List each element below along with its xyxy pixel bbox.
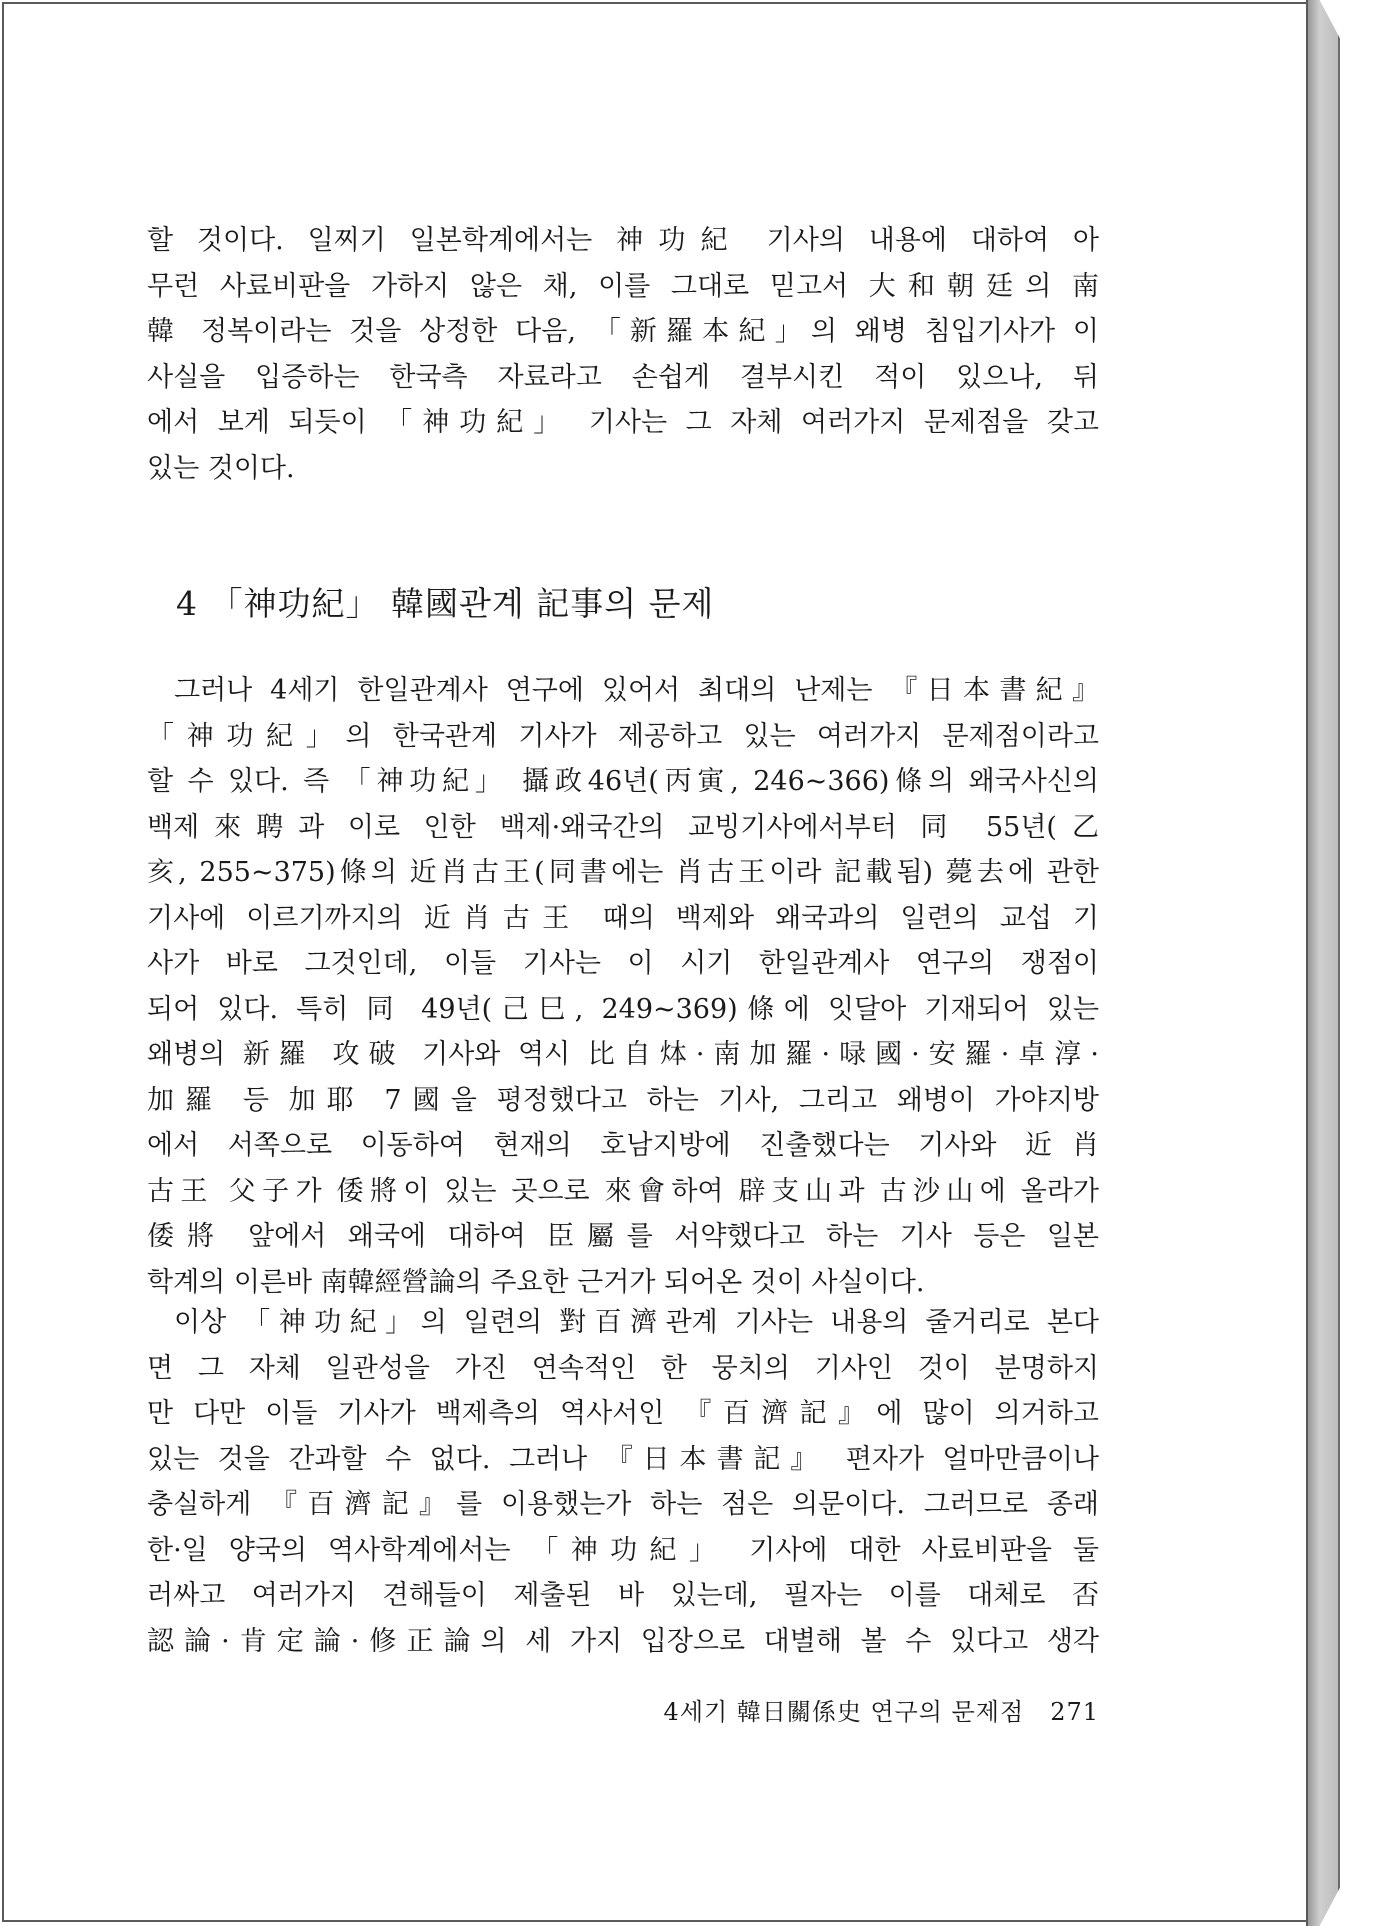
text-line: 충실하게 『百濟記』를 이용했는가 하는 점은 의문이다. 그러므로 종래 [147, 1489, 1099, 1520]
paragraph-1 [147, 218, 1099, 491]
text-line: 면 그 자체 일관성을 가진 연속적인 한 뭉치의 기사인 것이 분명하지 [147, 1352, 1099, 1384]
text-line: 할 것이다. 일찌기 일본학계에서는 神功紀 기사의 내용에 대하여 아 [147, 225, 1099, 256]
text-line: 倭將 앞에서 왜국에 대하여 臣屬를 서약했다고 하는 기사 등은 일본 [147, 1221, 1099, 1252]
text-line: 이상 「神功紀」의 일련의 對百濟관계 기사는 내용의 줄거리로 본다 [174, 1307, 1099, 1338]
text-line: 러싸고 여러가지 견해들이 제출된 바 있는데, 필자는 이를 대체로 否 [147, 1580, 1099, 1611]
text-line: 되어 있다. 특히 同 49년(己巳, 249~369)條에 잇달아 기재되어 있는 [147, 993, 1099, 1025]
text-line: 기사에 이르기까지의 近肖古王 때의 백제와 왜국과의 일련의 교섭 기 [147, 902, 1099, 934]
text-line: 있는 것을 간과할 수 없다. 그러나 『日本書記』 편자가 얼마만큼이나 [147, 1443, 1099, 1475]
text-line: 학계의 이른바 南韓經營論의 주요한 근거가 되어온 것이 사실이다. [147, 1266, 925, 1298]
text-line: 무런 사료비판을 가하지 않은 채, 이를 그대로 믿고서 大和朝廷의 南 [147, 270, 1099, 302]
text-line: 「神功紀」의 한국관계 기사가 제공하고 있는 여러가지 문제점이라고 [147, 720, 1099, 752]
text-line: 에서 보게 되듯이 「神功紀」 기사는 그 자체 여러가지 문제점을 갖고 [147, 407, 1099, 438]
page-footer [664, 1692, 1099, 1727]
page-edge [1306, 0, 1340, 1926]
section-title: 4 「神功紀」 韓國관계 記事의 문제 [176, 584, 715, 623]
text-line: 에서 서쪽으로 이동하여 현재의 호남지방에 진출했다는 기사와 近肖 [147, 1130, 1099, 1161]
text-line: 사실을 입증하는 한국측 자료라고 손쉽게 결부시킨 적이 있으나, 뒤 [147, 361, 1099, 393]
text-line: 加羅 등 加耶 7國을 평정했다고 하는 기사, 그리고 왜병이 가야지방 [147, 1084, 1099, 1116]
text-line: 古王 父子가 倭將이 있는 곳으로 來會하여 辟支山과 古沙山에 올라가 [147, 1175, 1099, 1207]
text-line: 할 수 있다. 즉 「神功紀」 攝政46년(丙寅, 246~366)條의 왜국사신의 [147, 766, 1099, 797]
text-line: 한·일 양국의 역사학계에서는 「神功紀」 기사에 대한 사료비판을 둘 [147, 1534, 1099, 1566]
text-line: 사가 바로 그것인데, 이들 기사는 이 시기 한일관계사 연구의 쟁점이 [147, 948, 1099, 979]
text-line: 韓 정복이라는 것을 상정한 다음, 「新羅本紀」의 왜병 침입기사가 이 [147, 316, 1099, 347]
text-line: 認論·肯定論·修正論의 세 가지 입장으로 대별해 볼 수 있다고 생각 [147, 1625, 1099, 1657]
text-line: 亥, 255~375)條의 近肖古王(同書에는 肖古王이라 記載됨) 薨去에 관한 [147, 857, 1099, 888]
text-line: 있는 것이다. [147, 452, 295, 484]
text-line: 만 다만 이들 기사가 백제측의 역사서인 『百濟記』에 많이 의거하고 [147, 1398, 1099, 1429]
paragraph-2 [147, 668, 1099, 1305]
paragraph-3 [147, 1300, 1099, 1664]
text-line: 그러나 4세기 한일관계사 연구에 있어서 최대의 난제는 『日本書紀』 [174, 675, 1099, 706]
text-line: 왜병의 新羅 攻破 기사와 역시 比自㶱·南加羅·㖨國·安羅·卓淳· [147, 1039, 1099, 1070]
page-number: 271 [1050, 1698, 1099, 1726]
running-title: 4세기 韓日關係史 연구의 문제점 [663, 1698, 1025, 1726]
text-line: 백제來聘과 이로 인한 백제·왜국간의 교빙기사에서부터 同 55년(乙 [147, 811, 1099, 843]
